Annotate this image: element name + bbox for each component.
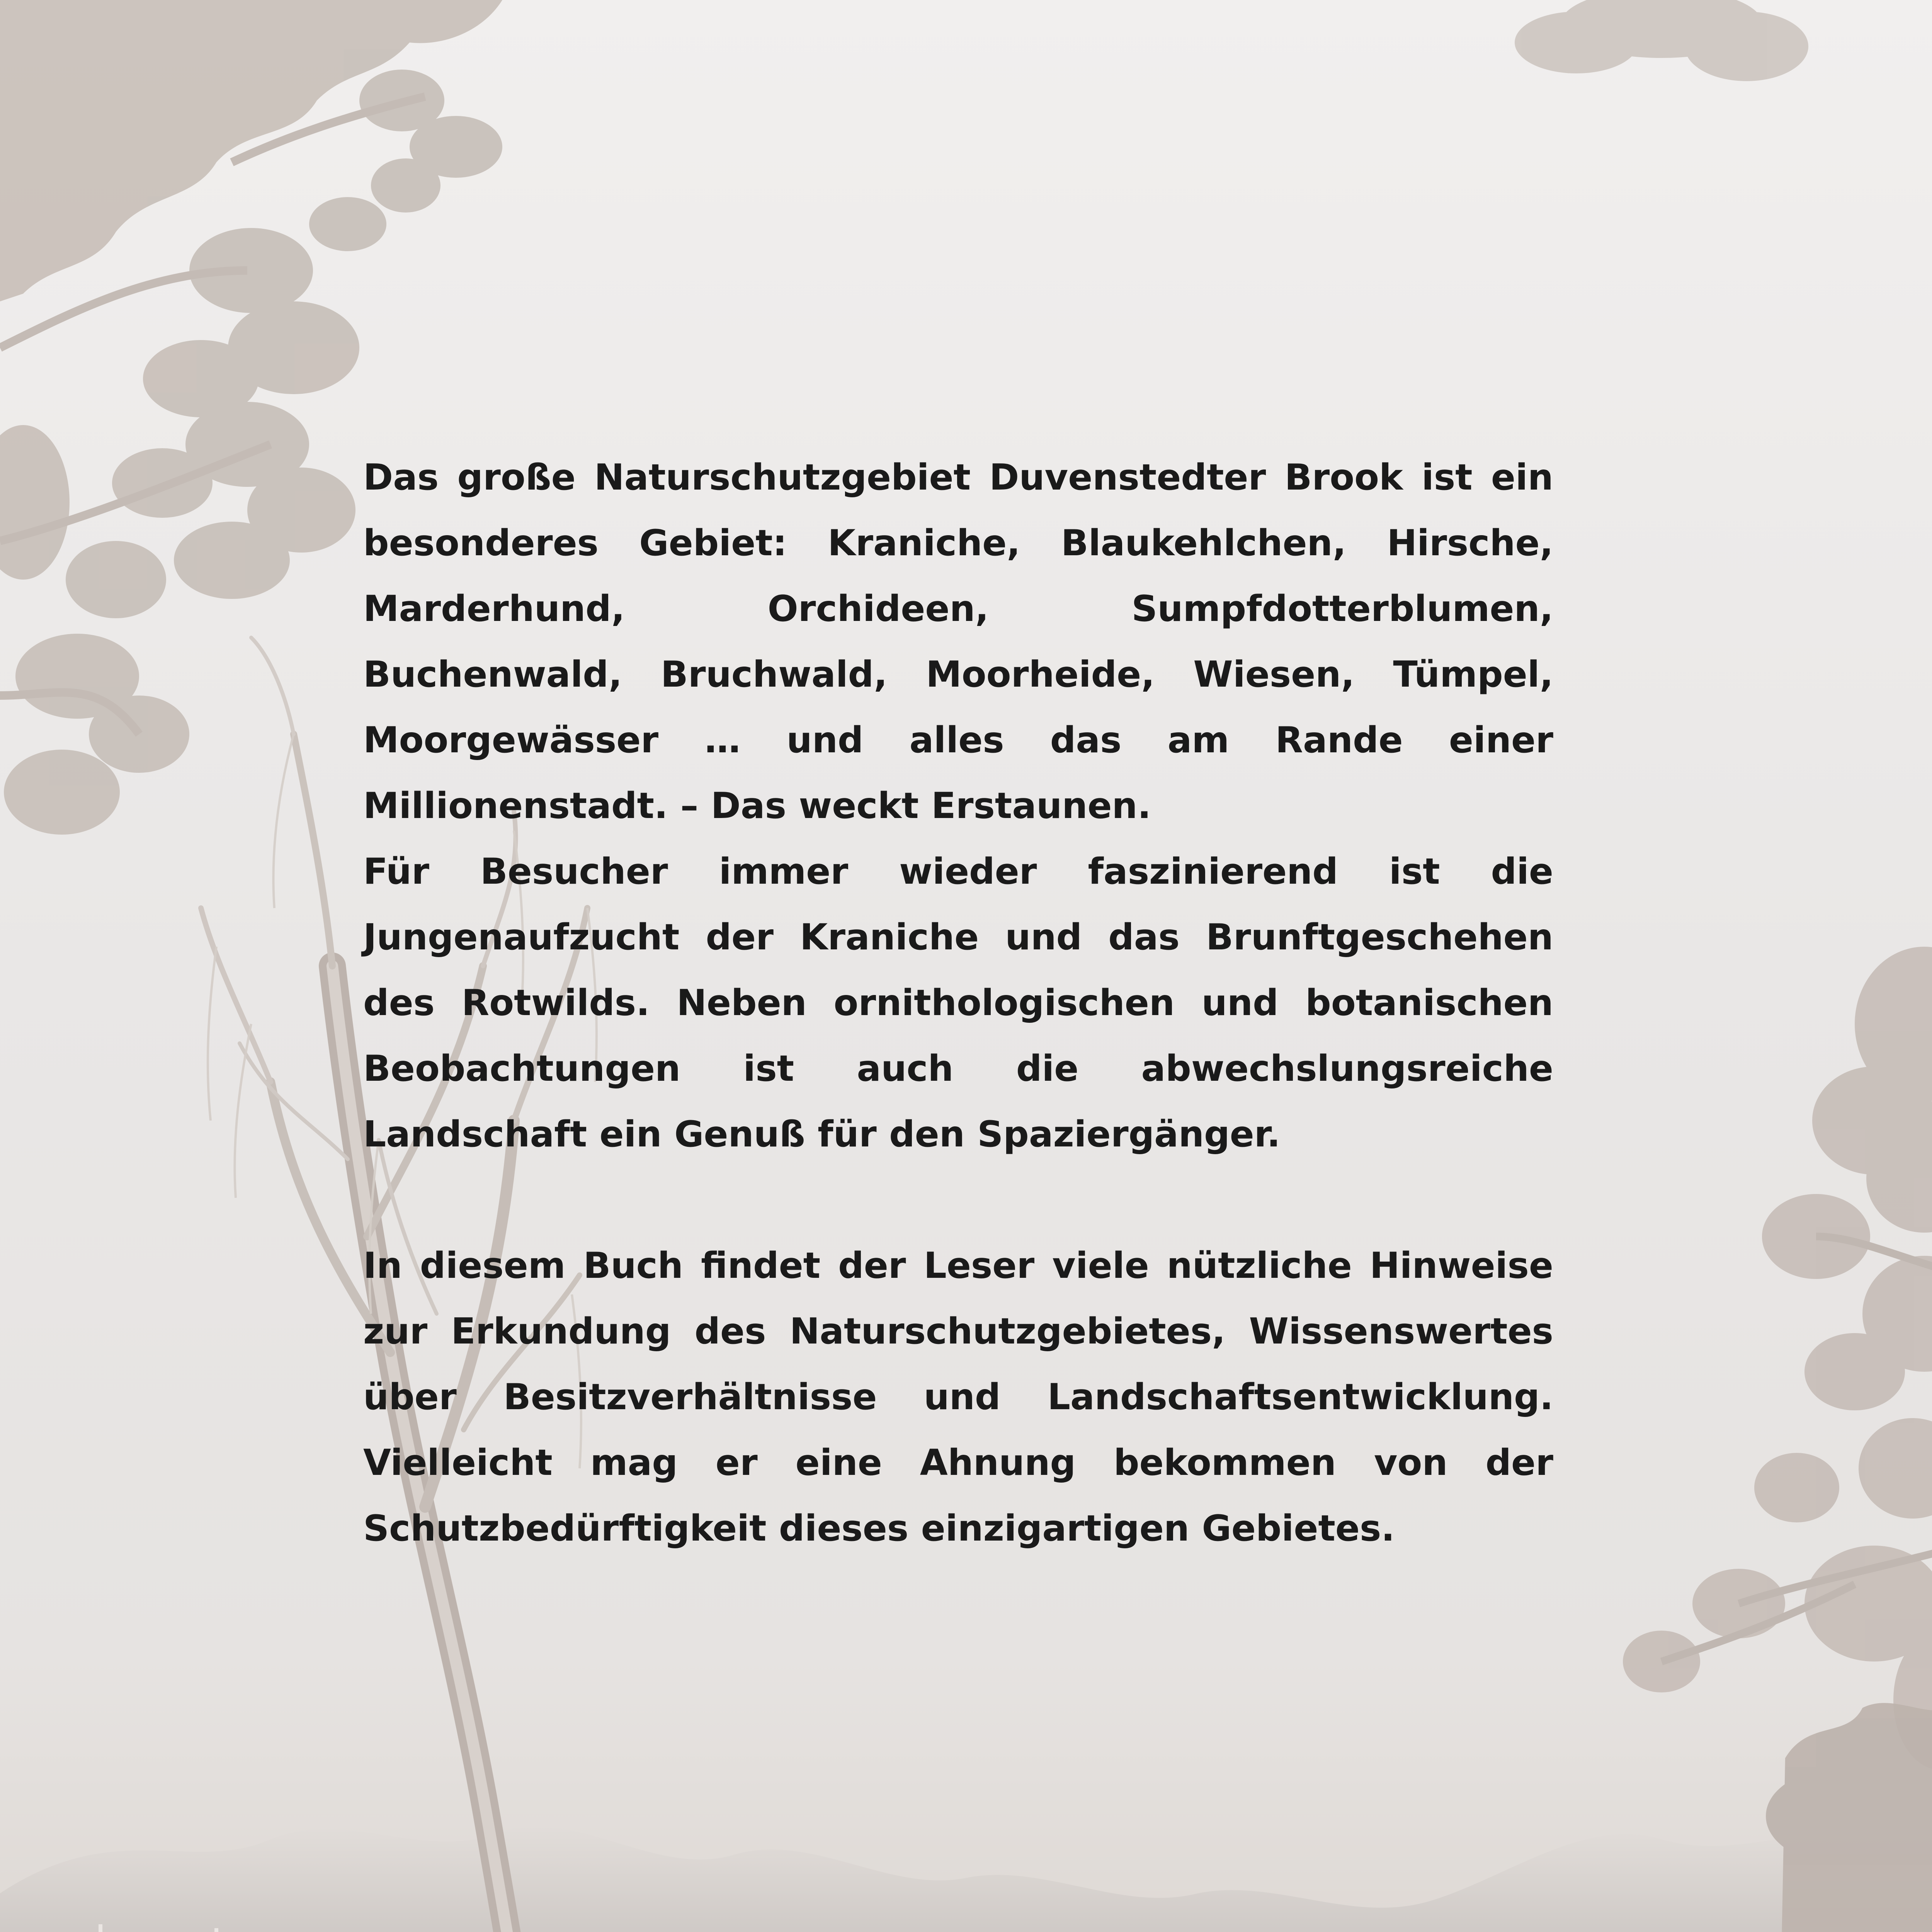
blurb-paragraph-1: Das große Naturschutzgebiet Duvenstedter Brook ist ein besonderes Gebiet: Kraniche, Blaukehlchen, Hirsche, Marderhund, Orchideen, Sumpfdotterblumen, Buchenwald, Bruchwald, Moorheide, Wiesen, Tümpel, Moorgewässer … und alles das am Rande einer Millionenstadt. – Das weckt Erstaunen. (363, 456, 1553, 827)
blurb-paragraph-2: Für Besucher immer wieder faszinierend ist die Jungenaufzucht der Kraniche und das Brunftgeschehen des Rotwilds. Neben ornithologischen und botanischen Beobachtungen ist auch die abwechslungsreiche Landschaft ein Genuß für den Spaziergänger. (363, 850, 1553, 1155)
oak-foliage-right (1623, 947, 1932, 1770)
back-cover-blurb (363, 444, 1553, 1561)
blurb-paragraph-3: In diesem Buch findet der Leser viele nützliche Hinweise zur Erkundung des Naturschutzgebietes, Wissenswertes über Besitzverhältnisse und Landschaftsentwicklung. Vielleicht mag er eine Ahnung bekommen von der Schutzbedürftigkeit dieses einzigartigen Gebietes. (363, 1245, 1553, 1549)
pine-tree-right (1766, 1703, 1932, 1932)
distant-treeline (0, 1827, 1932, 1932)
oak-foliage-top-right (1515, 0, 1808, 81)
